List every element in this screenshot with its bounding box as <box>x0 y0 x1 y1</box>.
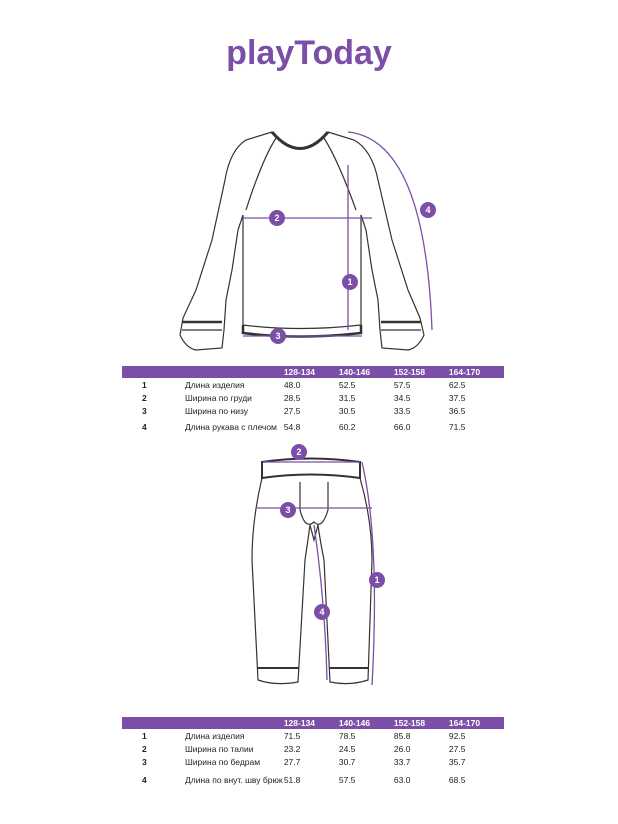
cell-value: 51.8 <box>283 775 301 785</box>
size-col-header: 164-170 <box>449 717 504 729</box>
cell-value: 62.5 <box>448 379 466 390</box>
cell-value: 36.5 <box>448 405 466 416</box>
size-col-header: 128-134 <box>284 366 339 378</box>
svg-text:4: 4 <box>425 205 431 215</box>
row-label: Ширина по низу <box>185 405 248 416</box>
svg-text:1: 1 <box>374 575 380 585</box>
svg-text:2: 2 <box>274 213 280 223</box>
sweatshirt-technical-drawing <box>0 120 618 355</box>
row-number: 4 <box>142 422 147 432</box>
cell-value: 27.7 <box>283 756 301 767</box>
cell-value: 24.5 <box>338 743 356 754</box>
cell-value: 68.5 <box>448 775 466 785</box>
svg-text:4: 4 <box>319 607 325 617</box>
table-row <box>122 742 504 755</box>
cell-value: 23.2 <box>283 743 301 754</box>
cell-value: 85.8 <box>393 730 411 741</box>
table-row <box>122 768 504 792</box>
table-row <box>122 404 504 417</box>
cell-value: 92.5 <box>448 730 466 741</box>
cell-value: 52.5 <box>338 379 356 390</box>
measure-badge-1 <box>342 274 358 290</box>
cell-value: 78.5 <box>338 730 356 741</box>
measure-badge-4 <box>420 202 436 218</box>
svg-text:1: 1 <box>347 277 353 287</box>
size-col-header: 152-158 <box>394 366 449 378</box>
brand-logo <box>0 30 618 80</box>
cell-value: 63.0 <box>393 775 411 785</box>
cell-value: 27.5 <box>448 743 466 754</box>
inseam-measure-line <box>314 525 327 680</box>
svg-text:3: 3 <box>275 331 281 341</box>
measure-badge-2 <box>291 444 307 460</box>
row-number: 2 <box>142 392 147 403</box>
cell-value: 26.0 <box>393 743 411 754</box>
brand-logo-mark <box>224 30 394 80</box>
measure-badge-1 <box>369 572 385 588</box>
svg-text:3: 3 <box>285 505 291 515</box>
row-label: Ширина по бедрам <box>185 756 261 767</box>
row-number: 4 <box>142 775 147 785</box>
measure-badge-2 <box>269 210 285 226</box>
bottom-size-header-row <box>122 717 504 729</box>
cell-value: 66.0 <box>393 422 411 432</box>
cell-value: 35.7 <box>448 756 466 767</box>
row-number: 1 <box>142 379 147 390</box>
cell-value: 48.0 <box>283 379 301 390</box>
cell-value: 37.5 <box>448 392 466 403</box>
cell-value: 28.5 <box>283 392 301 403</box>
size-col-header: 152-158 <box>394 717 449 729</box>
cell-value: 33.5 <box>393 405 411 416</box>
cell-value: 57.5 <box>393 379 411 390</box>
row-number: 2 <box>142 743 147 754</box>
svg-text:2: 2 <box>296 447 302 457</box>
pants-technical-drawing <box>0 440 618 700</box>
row-label: Длина рукава с плечом <box>185 422 277 432</box>
row-label: Ширина по талии <box>185 743 254 754</box>
top-size-table <box>122 366 504 437</box>
row-number: 3 <box>142 405 147 416</box>
bottom-size-table <box>122 717 504 792</box>
size-col-header: 164-170 <box>449 366 504 378</box>
size-col-header: 128-134 <box>284 717 339 729</box>
top-size-header-row <box>122 366 504 378</box>
cell-value: 27.5 <box>283 405 301 416</box>
row-label: Длина изделия <box>185 730 245 741</box>
measure-badge-3 <box>270 328 286 344</box>
cell-value: 71.5 <box>448 422 466 432</box>
row-number: 1 <box>142 730 147 741</box>
measure-badge-4 <box>314 604 330 620</box>
cell-value: 54.8 <box>283 422 301 432</box>
row-number: 3 <box>142 756 147 767</box>
table-row <box>122 417 504 437</box>
cell-value: 31.5 <box>338 392 356 403</box>
size-col-header: 140-146 <box>339 717 394 729</box>
cell-value: 33.7 <box>393 756 411 767</box>
row-label: Длина по внут. шву брюк <box>185 775 283 785</box>
measure-badge-3 <box>280 502 296 518</box>
row-label: Ширина по груди <box>185 392 252 403</box>
cell-value: 57.5 <box>338 775 356 785</box>
cell-value: 60.2 <box>338 422 356 432</box>
table-row <box>122 378 504 391</box>
table-row <box>122 729 504 742</box>
cell-value: 30.5 <box>338 405 356 416</box>
table-row <box>122 391 504 404</box>
row-label: Длина изделия <box>185 379 245 390</box>
brand-logo-text: playToday <box>226 34 392 72</box>
table-row <box>122 755 504 768</box>
cell-value: 30.7 <box>338 756 356 767</box>
cell-value: 34.5 <box>393 392 411 403</box>
size-col-header: 140-146 <box>339 366 394 378</box>
cell-value: 71.5 <box>283 730 301 741</box>
